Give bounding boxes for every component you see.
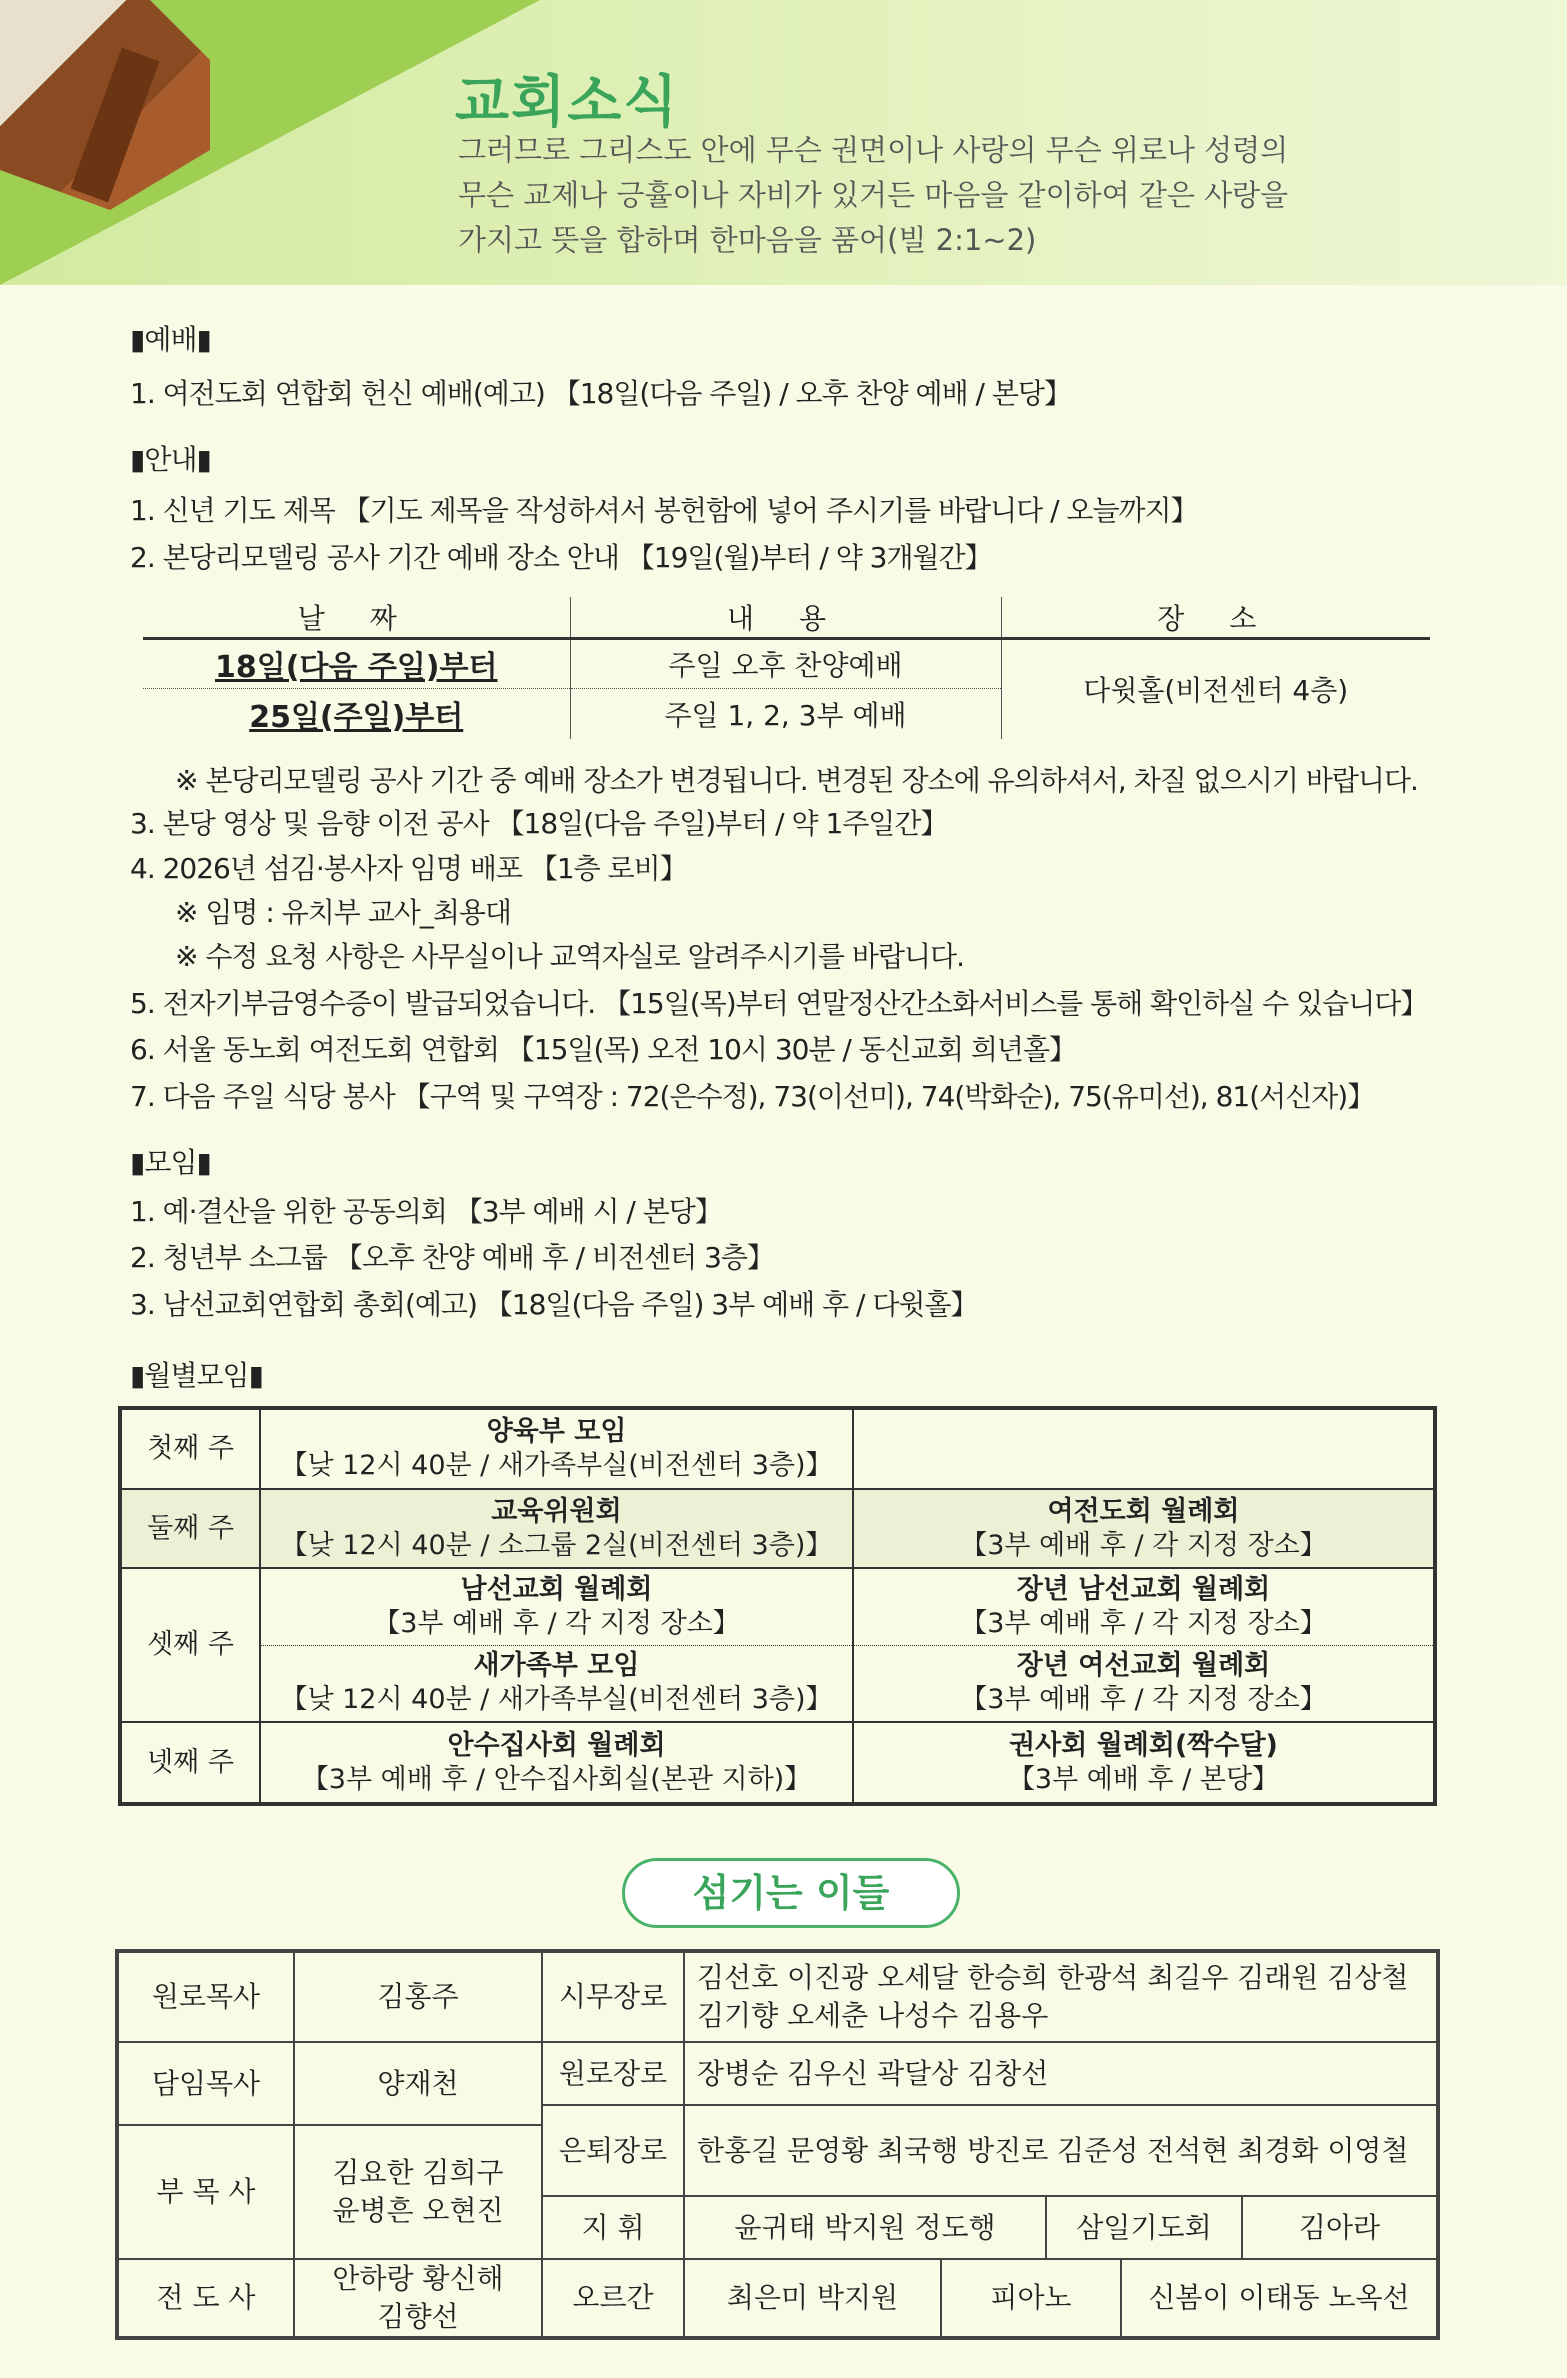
- meeting-cell: [260, 1645, 853, 1722]
- meeting-name: 안수집사회 월례회: [447, 1729, 666, 1761]
- week-label: 둘째 주: [120, 1489, 260, 1568]
- meeting-cell: [260, 1722, 853, 1804]
- list-item: 4. 2026년 섬김·봉사자 임명 배포 【1층 로비】: [130, 852, 687, 885]
- date-cell: 25일(주일)부터: [143, 689, 570, 739]
- section-monthly: ▮월별모임▮: [130, 1359, 264, 1392]
- cross-icon: [71, 48, 160, 203]
- date-cell: 18일(다음 주일)부터: [143, 639, 570, 689]
- meeting-name: 양육부 모임: [486, 1416, 627, 1447]
- meeting-name: 교육위원회: [491, 1495, 622, 1527]
- organ-row: [684, 2259, 1438, 2338]
- role-label: 삼일기도회: [1046, 2196, 1242, 2259]
- list-item: 3. 남선교회연합회 총회(예고) 【18일(다음 주일) 3부 예배 후 / 다윗홀】: [130, 1288, 978, 1321]
- meeting-detail: 【3부 예배 후 / 각 지정 장소】: [960, 1684, 1327, 1716]
- role-names: 신봄이 이태동 노옥선: [1148, 2281, 1410, 2314]
- list-item: 2. 청년부 소그룹 【오후 찬양 예배 후 / 비전센터 3층】: [130, 1241, 774, 1274]
- week-label: 첫째 주: [120, 1408, 260, 1489]
- verse-line: 그러므로 그리스도 안에 무슨 권면이나 사랑의 무슨 위로나 성령의: [458, 133, 1289, 167]
- monthly-meeting-table: [118, 1406, 1437, 1806]
- meeting-detail: 【3부 예배 후 / 각 지정 장소】: [960, 1529, 1327, 1561]
- role-names: 장병순 김우신 곽달상 김창선: [684, 2042, 1438, 2105]
- servers-title: 섬기는 이들: [622, 1858, 960, 1928]
- note: ※ 수정 요청 사항은 사무실이나 교역자실로 알려주시기를 바랍니다.: [175, 940, 964, 973]
- role-label: 오르간: [542, 2259, 684, 2338]
- week-label: 넷째 주: [120, 1722, 260, 1804]
- role-label: 부 목 사: [117, 2125, 294, 2259]
- meeting-detail: 【3부 예배 후 / 각 지정 장소】: [960, 1607, 1327, 1639]
- role-names: 김요한 김희구 윤병흔 오현진: [294, 2125, 542, 2259]
- col-header: 내 용: [570, 597, 1001, 639]
- meeting-detail: 【낮 12시 40분 / 새가족부실(비전센터 3층)】: [280, 1684, 833, 1716]
- list-item: 3. 본당 영상 및 음향 이전 공사 【18일(다음 주일)부터 / 약 1주일간】: [130, 807, 948, 840]
- meeting-name: 남선교회 월례회: [460, 1573, 653, 1605]
- content-cell: 주일 1, 2, 3부 예배: [570, 689, 1001, 739]
- role-label: 지 휘: [542, 2196, 684, 2259]
- meeting-cell-empty: [853, 1408, 1435, 1489]
- role-names: 윤귀태 박지원 정도행: [684, 2196, 1046, 2259]
- list-item: 6. 서울 동노회 여전도회 연합회 【15일(목) 오전 10시 30분 / 동신교회 희년홀】: [130, 1033, 1076, 1066]
- role-label: 은퇴장로: [542, 2105, 684, 2196]
- role-label: 담임목사: [117, 2042, 294, 2125]
- verse-line: 가지고 뜻을 합하며 한마음을 품어(빌 2:1~2): [458, 223, 1037, 257]
- list-item: 1. 예·결산을 위한 공동의회 【3부 예배 시 / 본당】: [130, 1195, 722, 1228]
- verse: [458, 128, 1288, 263]
- meeting-detail: 【3부 예배 후 / 안수집사회실(본관 지하)】: [301, 1763, 812, 1795]
- list-item: 1. 신년 기도 제목 【기도 제목을 작성하셔서 봉헌함에 넣어 주시기를 바랍니다 / 오늘까지】: [130, 494, 1198, 527]
- note: ※ 본당리모델링 공사 기간 중 예배 장소가 변경됩니다. 변경된 장소에 유의하셔서, 차질 없으시기 바랍니다.: [175, 764, 1418, 797]
- meeting-cell: [853, 1722, 1435, 1804]
- meeting-cell: [260, 1489, 853, 1568]
- role-label: 시무장로: [542, 1951, 684, 2042]
- meeting-cell: [853, 1568, 1435, 1645]
- role-names: 김홍주: [294, 1951, 542, 2042]
- role-label: 전 도 사: [117, 2259, 294, 2338]
- role-label: 원로목사: [117, 1951, 294, 2042]
- servers-table: [115, 1949, 1440, 2340]
- page-title: 교회소식: [455, 70, 680, 135]
- section-meeting: ▮모임▮: [130, 1146, 211, 1179]
- week-label: 셋째 주: [120, 1568, 260, 1722]
- meeting-name: 여전도회 월례회: [1047, 1495, 1240, 1527]
- list-item: 7. 다음 주일 식당 봉사 【구역 및 구역장 : 72(은수정), 73(이선미), 74(박화순), 75(유미선), 81(서신자)】: [130, 1080, 1375, 1113]
- list-item: 5. 전자기부금영수증이 발급되었습니다. 【15일(목)부터 연말정산간소화서비스를 통해 확인하실 수 있습니다】: [130, 987, 1428, 1020]
- meeting-detail: 【낮 12시 40분 / 소그룹 2실(비전센터 3층)】: [280, 1529, 833, 1561]
- col-header: 장 소: [1001, 597, 1430, 639]
- meeting-name: 장년 남선교회 월례회: [1016, 1573, 1271, 1605]
- list-item: 2. 본당리모델링 공사 기간 예배 장소 안내 【19일(월)부터 / 약 3개월간】: [130, 541, 992, 574]
- col-header: 날 짜: [143, 597, 570, 639]
- section-worship: ▮예배▮: [130, 323, 211, 356]
- meeting-cell: [853, 1645, 1435, 1722]
- meeting-name: 새가족부 모임: [473, 1650, 640, 1682]
- note: ※ 임명 : 유치부 교사_최용대: [175, 896, 511, 929]
- place-cell: 다윗홀(비전센터 4층): [1083, 674, 1349, 708]
- meeting-name: 권사회 월례회(짝수달): [1009, 1729, 1278, 1761]
- content-cell: 주일 오후 찬양예배: [570, 639, 1001, 689]
- venue-schedule-table: [143, 597, 1430, 739]
- role-label: 피아노: [942, 2260, 1122, 2336]
- meeting-cell: [853, 1489, 1435, 1568]
- role-names: 김선호 이진광 오세달 한승희 한광석 최길우 김래원 김상철 김기향 오세춘 나성수 김용우: [684, 1951, 1438, 2042]
- meeting-cell: [260, 1408, 853, 1489]
- section-notice: ▮안내▮: [130, 443, 211, 476]
- role-names: 한홍길 문영황 최국행 방진로 김준성 전석현 최경화 이영철: [684, 2105, 1438, 2196]
- role-names: 최은미 박지원: [685, 2260, 942, 2336]
- role-names: 김아라: [1242, 2196, 1438, 2259]
- meeting-name: 장년 여선교회 월례회: [1016, 1650, 1271, 1682]
- role-names: 안하랑 황신해 김향선: [294, 2259, 542, 2338]
- list-item: 1. 여전도회 연합회 헌신 예배(예고) 【18일(다음 주일) / 오후 찬양 예배 / 본당】: [130, 377, 1071, 410]
- role-names: 양재천: [294, 2042, 542, 2125]
- meeting-detail: 【낮 12시 40분 / 새가족부실(비전센터 3층)】: [280, 1450, 833, 1481]
- meeting-cell: [260, 1568, 853, 1645]
- header-band: [0, 0, 1567, 285]
- meeting-detail: 【3부 예배 후 / 본당】: [1007, 1763, 1280, 1795]
- verse-line: 무슨 교제나 긍휼이나 자비가 있거든 마음을 같이하여 같은 사랑을: [458, 178, 1289, 212]
- role-label: 원로장로: [542, 2042, 684, 2105]
- meeting-detail: 【3부 예배 후 / 각 지정 장소】: [373, 1607, 740, 1639]
